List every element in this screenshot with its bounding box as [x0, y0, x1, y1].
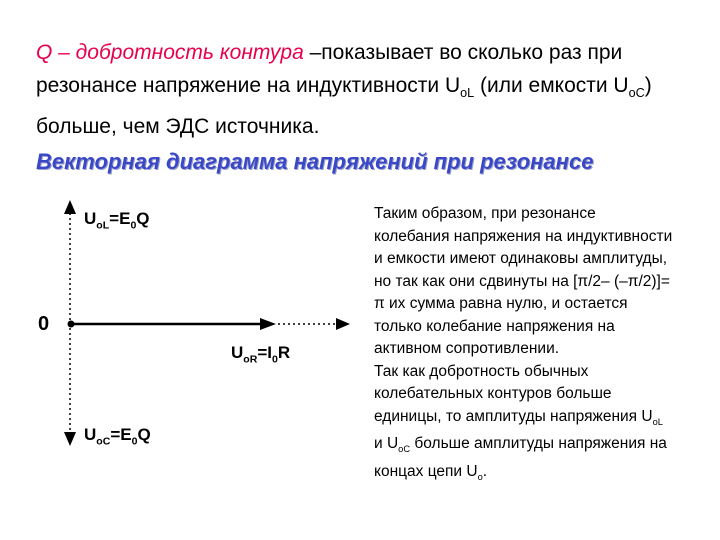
- intro-paragraph: Q – добротность контура –показывает во сколько раз при резонансе напряжение на индуктивности $U_{oL}$ (или емкости $U_{oC}$) больше, чем ЭДС источника.: [36, 41, 652, 139]
- uc-label: $U_{oC}=E_0Q$: [84, 425, 151, 448]
- origin-label: 0: [38, 313, 50, 335]
- axis-arrowhead-up: [64, 200, 76, 214]
- q-term: Q – добротность контура: [36, 41, 304, 64]
- ur-label: $U_{oR}=I_0R$: [231, 343, 291, 366]
- origin-point: [68, 321, 75, 328]
- explanation-text: [374, 203, 674, 488]
- ul-label: $U_{oL}=E_0Q$: [84, 209, 150, 232]
- explanation-p1: Таким образом, при резонансе колебания напряжения на индуктивности и емкости имеют одинаковы амплитуды, но так как они сдвинуты на [π/2– (–π/2)]= π их сумма равна нулю, и остается только колебание напряжения на активном сопротивлении.: [374, 205, 673, 357]
- axis-arrowhead-right: [336, 318, 350, 330]
- section-title: Векторная диаграмма напряжений при резонансе: [36, 149, 594, 174]
- axis-arrowhead-down: [64, 432, 76, 446]
- explanation-p2: Так как добротность обычных колебательных контуров больше единицы, то амплитуды напряжения $U_{oL}$ и $U_{oC}$ больше амплитуды напряжения на концах цепи $U_o$.: [374, 362, 667, 482]
- ur-arrowhead: [260, 318, 276, 330]
